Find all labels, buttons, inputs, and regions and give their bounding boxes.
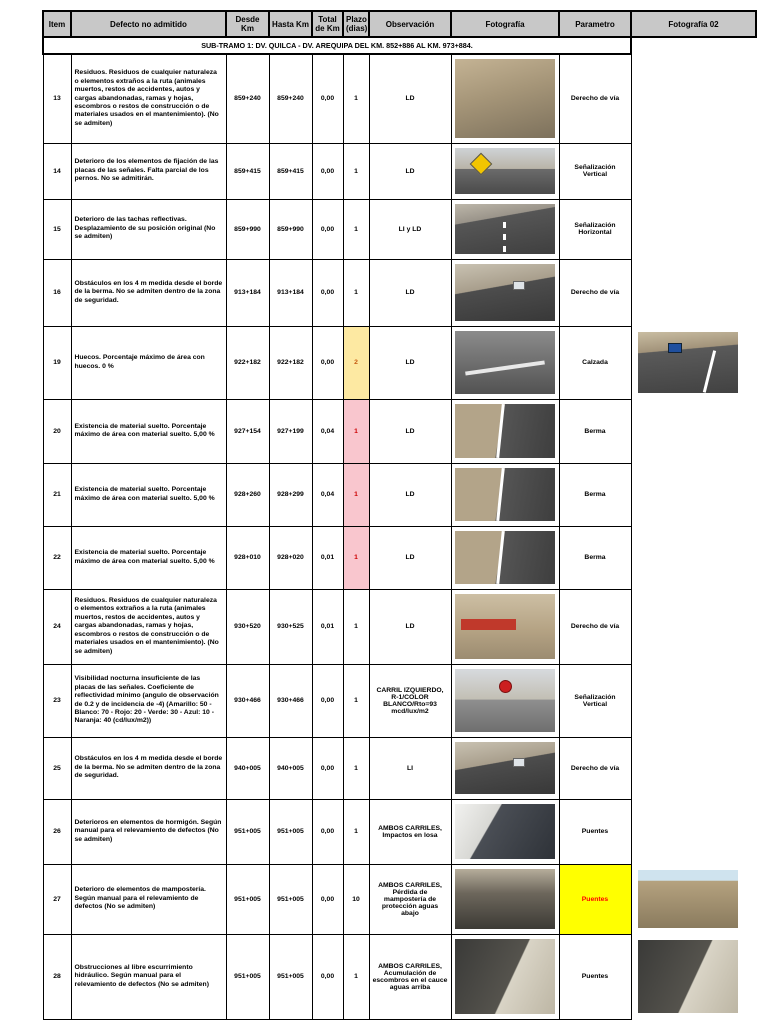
subtramo-title: SUB-TRAMO 1: DV. QUILCA - DV. AREQUIPA DEL KM. 852+886 AL KM. 973+884.: [43, 37, 631, 54]
observacion-text: LD: [369, 326, 451, 399]
parametro-value: Berma: [559, 526, 631, 589]
total-km-value: 0,01: [312, 589, 343, 664]
observacion-text: LD: [369, 589, 451, 664]
plazo-value: 1: [343, 799, 369, 864]
fotografia-cell: [451, 326, 559, 399]
observacion-text: AMBOS CARRILES, Acumulación de escombros en el cauce aguas arriba: [369, 934, 451, 1019]
defect-row-28: [43, 934, 756, 1019]
defecto-text: Residuos. Residuos de cualquier naturaleza o elementos extraños a la ruta (animales muertos, restos de accidentes, autos y cargas abandonadas, ramas y hojas, escombros o restos de construcción o de materiales usados en el mantenimiento). (No se admiten): [71, 589, 226, 664]
truck-on-highway-photo: [638, 332, 738, 393]
hasta-km-value: 859+240: [269, 54, 312, 143]
observacion-text: AMBOS CARRILES, Impactos en losa: [369, 799, 451, 864]
observacion-text: LD: [369, 54, 451, 143]
parametro-value: Derecho de vía: [559, 737, 631, 799]
header-defecto: Defecto no admitido: [71, 11, 226, 37]
hasta-km-value: 913+184: [269, 259, 312, 326]
curve-warning-sign-road-photo: [455, 148, 555, 194]
fotografia-cell: [451, 934, 559, 1019]
road-defects-table: [42, 10, 757, 1020]
plazo-value: 10: [343, 864, 369, 934]
header-fotografia-02: Fotografía 02: [631, 11, 756, 37]
defect-row-14: [43, 143, 756, 199]
hasta-km-value: 859+415: [269, 143, 312, 199]
defect-row-16: [43, 259, 756, 326]
header-fotografia: Fotografía: [451, 11, 559, 37]
item-number: 16: [43, 259, 71, 326]
observacion-text: AMBOS CARRILES, Pérdida de mampostería de protección aguas abajo: [369, 864, 451, 934]
defect-row-22: [43, 526, 756, 589]
desde-km-value: 930+466: [226, 664, 269, 737]
parametro-value: Puentes: [559, 934, 631, 1019]
plazo-value: 1: [343, 934, 369, 1019]
defect-row-13: [43, 54, 756, 143]
fotografia-cell: [451, 737, 559, 799]
fotografia-cell: [451, 199, 559, 259]
defecto-text: Visibilidad nocturna insuficiente de las placas de las señales. Coeficiente de reflectividad mínimo (angulo de observación de 0.2 y de incidencia de -4) (Amarillo: 50 - Blanco: 70 - Rojo: 20 - Verde: 30 - Azul: 10 - Naranja: 40 (cd/lux/m2)): [71, 664, 226, 737]
parametro-value: Berma: [559, 463, 631, 526]
parametro-value: Puentes: [559, 864, 631, 934]
desde-km-value: 913+184: [226, 259, 269, 326]
hasta-km-value: 922+182: [269, 326, 312, 399]
fotografia-02-cell: [631, 737, 756, 799]
total-km-value: 0,00: [312, 934, 343, 1019]
plazo-value: 1: [343, 664, 369, 737]
fotografia-02-cell: [631, 526, 756, 589]
total-km-value: 0,00: [312, 737, 343, 799]
hasta-km-value: 859+990: [269, 199, 312, 259]
desde-km-value: 951+005: [226, 934, 269, 1019]
defecto-text: Obstáculos en los 4 m medida desde el borde de la berma. No se admiten dentro de la zona de seguridad.: [71, 259, 226, 326]
parametro-value: Derecho de vía: [559, 259, 631, 326]
fotografia-cell: [451, 143, 559, 199]
defecto-text: Residuos. Residuos de cualquier naturaleza o elementos extraños a la ruta (animales muertos, restos de accidentes, autos y cargas abandonadas, ramas y hojas, escombros o restos de construcción o de materiales usados en el mantenimiento). (No se admiten): [71, 54, 226, 143]
total-km-value: 0,04: [312, 463, 343, 526]
defects-table-sheet: [42, 10, 755, 1020]
bridge-concrete-slab-photo: [455, 804, 555, 859]
defecto-text: Existencia de material suelto. Porcentaje máximo de área con material suelto. 5,00 %: [71, 526, 226, 589]
fotografia-02-cell: [631, 463, 756, 526]
fotografia-02-cell: [631, 326, 756, 399]
fotografia-cell: [451, 54, 559, 143]
pavement-pothole-photo: [455, 331, 555, 394]
item-number: 28: [43, 934, 71, 1019]
observacion-text: CARRIL IZQUIERDO, R-1/COLOR BLANCO/Rto=93 mcd/lux/m2: [369, 664, 451, 737]
concrete-channel-wing-wall-photo: [638, 940, 738, 1013]
fotografia-cell: [451, 664, 559, 737]
header-plazo: Plazo (dias): [343, 11, 369, 37]
roadside-debris-red-wall-photo: [455, 594, 555, 659]
hasta-km-value: 927+199: [269, 399, 312, 463]
total-km-value: 0,00: [312, 54, 343, 143]
parametro-value: Señalización Vertical: [559, 143, 631, 199]
header-hasta-km: Hasta Km: [269, 11, 312, 37]
item-number: 15: [43, 199, 71, 259]
desde-km-value: 951+005: [226, 799, 269, 864]
plazo-value: 1: [343, 199, 369, 259]
riverbed-gravel-photo: [455, 869, 555, 929]
item-number: 21: [43, 463, 71, 526]
defecto-text: Huecos. Porcentaje máximo de área con huecos. 0 %: [71, 326, 226, 399]
fotografia-cell: [451, 589, 559, 664]
fotografia-02-cell: [631, 399, 756, 463]
item-number: 27: [43, 864, 71, 934]
defect-row-15: [43, 199, 756, 259]
desde-km-value: 927+154: [226, 399, 269, 463]
parametro-value: Puentes: [559, 799, 631, 864]
plazo-value: 1: [343, 143, 369, 199]
fotografia-02-cell: [631, 199, 756, 259]
defect-row-20: [43, 399, 756, 463]
total-km-value: 0,04: [312, 399, 343, 463]
fotografia-cell: [451, 259, 559, 326]
item-number: 24: [43, 589, 71, 664]
header-desde-km: Desde Km: [226, 11, 269, 37]
subtramo-row: [43, 37, 756, 54]
total-km-value: 0,00: [312, 143, 343, 199]
defecto-text: Deterioros en elementos de hormigón. Según manual para el relevamiento de defectos (No se admiten): [71, 799, 226, 864]
hasta-km-value: 951+005: [269, 864, 312, 934]
plazo-value: 1: [343, 589, 369, 664]
fotografia-02-cell: [631, 259, 756, 326]
hasta-km-value: 930+525: [269, 589, 312, 664]
parametro-value: Derecho de vía: [559, 589, 631, 664]
item-number: 13: [43, 54, 71, 143]
defecto-text: Obstrucciones al libre escurrimiento hidráulico. Según manual para el relevamiento de defectos (No se admiten): [71, 934, 226, 1019]
observacion-text: LD: [369, 399, 451, 463]
header-row: [43, 11, 756, 37]
desde-km-value: 930+520: [226, 589, 269, 664]
total-km-value: 0,00: [312, 664, 343, 737]
observacion-text: LD: [369, 463, 451, 526]
hasta-km-value: 928+020: [269, 526, 312, 589]
road-with-vehicle-and-obstacle-photo: [455, 264, 555, 321]
hasta-km-value: 940+005: [269, 737, 312, 799]
fotografia-cell: [451, 463, 559, 526]
highway-centerline-photo: [455, 204, 555, 254]
defecto-text: Deterioro de las tachas reflectivas. Desplazamiento de su posición original (No se admiten): [71, 199, 226, 259]
total-km-value: 0,00: [312, 864, 343, 934]
fotografia-02-cell: [631, 934, 756, 1019]
item-number: 26: [43, 799, 71, 864]
fotografia-cell: [451, 399, 559, 463]
desde-km-value: 951+005: [226, 864, 269, 934]
plazo-value: 1: [343, 259, 369, 326]
defect-row-19: [43, 326, 756, 399]
desde-km-value: 928+260: [226, 463, 269, 526]
desde-km-value: 859+415: [226, 143, 269, 199]
culvert-debris-photo: [455, 939, 555, 1014]
parametro-value: Señalización Horizontal: [559, 199, 631, 259]
plazo-value: 1: [343, 399, 369, 463]
fotografia-02-cell: [631, 799, 756, 864]
item-number: 20: [43, 399, 71, 463]
loose-material-on-berm-photo: [455, 468, 555, 521]
total-km-value: 0,00: [312, 326, 343, 399]
defecto-text: Existencia de material suelto. Porcentaje máximo de área con material suelto. 5,00 %: [71, 399, 226, 463]
desde-km-value: 922+182: [226, 326, 269, 399]
defecto-text: Deterioro de elementos de mampostería. Según manual para el relevamiento de defectos (No se admiten): [71, 864, 226, 934]
header-parametro: Parametro: [559, 11, 631, 37]
subtramo-spacer: [631, 37, 756, 54]
observacion-text: LD: [369, 259, 451, 326]
fotografia-02-cell: [631, 589, 756, 664]
observacion-text: LD: [369, 526, 451, 589]
hasta-km-value: 928+299: [269, 463, 312, 526]
total-km-value: 0,00: [312, 199, 343, 259]
fotografia-cell: [451, 864, 559, 934]
observacion-text: LI y LD: [369, 199, 451, 259]
defect-row-21: [43, 463, 756, 526]
header-total-km: Total de Km: [312, 11, 343, 37]
total-km-value: 0,00: [312, 259, 343, 326]
stones-on-roadway-photo: [455, 742, 555, 794]
parametro-value: Señalización Vertical: [559, 664, 631, 737]
total-km-value: 0,01: [312, 526, 343, 589]
hasta-km-value: 930+466: [269, 664, 312, 737]
fotografia-02-cell: [631, 864, 756, 934]
desde-km-value: 859+990: [226, 199, 269, 259]
item-number: 25: [43, 737, 71, 799]
fotografia-cell: [451, 799, 559, 864]
plazo-value: 1: [343, 737, 369, 799]
header-observacion: Observación: [369, 11, 451, 37]
defect-row-24: [43, 589, 756, 664]
hasta-km-value: 951+005: [269, 799, 312, 864]
fotografia-cell: [451, 526, 559, 589]
fotografia-02-cell: [631, 664, 756, 737]
plazo-value: 1: [343, 54, 369, 143]
desde-km-value: 940+005: [226, 737, 269, 799]
defect-row-23: [43, 664, 756, 737]
stop-sign-intersection-photo: [455, 669, 555, 732]
header-item: Item: [43, 11, 71, 37]
parametro-value: Derecho de vía: [559, 54, 631, 143]
eroded-masonry-desert-photo: [638, 870, 738, 928]
item-number: 19: [43, 326, 71, 399]
fotografia-02-cell: [631, 143, 756, 199]
item-number: 22: [43, 526, 71, 589]
desert-sand-hill-photo: [455, 59, 555, 138]
loose-material-on-berm-photo: [455, 531, 555, 584]
defect-row-25: [43, 737, 756, 799]
parametro-value: Calzada: [559, 326, 631, 399]
defecto-text: Obstáculos en los 4 m medida desde el borde de la berma. No se admiten dentro de la zona de seguridad.: [71, 737, 226, 799]
item-number: 23: [43, 664, 71, 737]
hasta-km-value: 951+005: [269, 934, 312, 1019]
parametro-value: Berma: [559, 399, 631, 463]
total-km-value: 0,00: [312, 799, 343, 864]
plazo-value: 1: [343, 526, 369, 589]
observacion-text: LI: [369, 737, 451, 799]
loose-material-on-berm-photo: [455, 404, 555, 458]
defect-row-26: [43, 799, 756, 864]
defect-row-27: [43, 864, 756, 934]
fotografia-02-cell: [631, 54, 756, 143]
desde-km-value: 859+240: [226, 54, 269, 143]
defecto-text: Deterioro de los elementos de fijación de las placas de las señales. Falta parcial de los pernos. No se admitirán.: [71, 143, 226, 199]
plazo-value: 1: [343, 463, 369, 526]
item-number: 14: [43, 143, 71, 199]
defecto-text: Existencia de material suelto. Porcentaje máximo de área con material suelto. 5,00 %: [71, 463, 226, 526]
desde-km-value: 928+010: [226, 526, 269, 589]
plazo-value: 2: [343, 326, 369, 399]
observacion-text: LD: [369, 143, 451, 199]
